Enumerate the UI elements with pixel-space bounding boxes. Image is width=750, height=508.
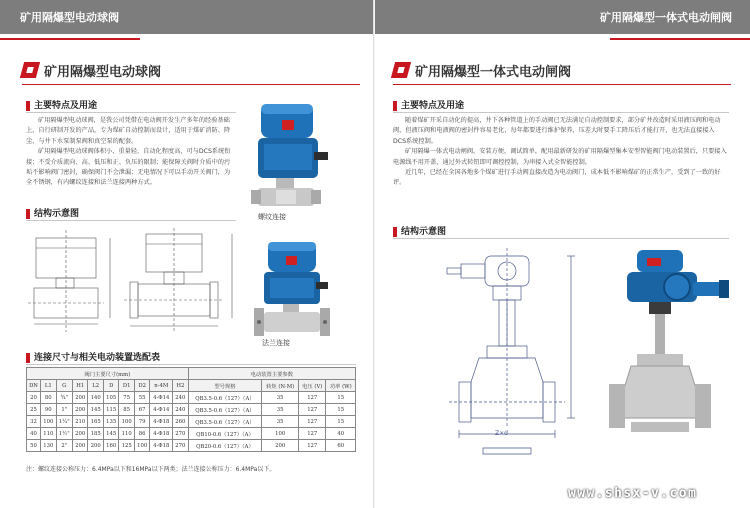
left-section-features-label: 主要特点及用途	[34, 101, 98, 111]
right-section-diagram-label: 结构示意图	[401, 227, 447, 237]
table-cell: 200	[262, 440, 299, 452]
table-cell: 90	[41, 404, 56, 416]
table-cell: 2"	[56, 440, 72, 452]
selection-table	[26, 367, 356, 452]
right-header-accent	[610, 38, 750, 40]
table-cell: 75	[119, 392, 134, 404]
column-header: 型号规格	[188, 380, 262, 392]
table-cell: QB3.5-0.6（127）（A）	[188, 416, 262, 428]
table-cell: 127	[299, 440, 326, 452]
right-section-diagram	[393, 224, 446, 236]
table-cell: 125	[119, 440, 134, 452]
table-group-valve: 阀门主要尺寸(mm)	[27, 368, 189, 380]
table-cell: 60	[326, 440, 356, 452]
section-marker-icon	[393, 227, 397, 237]
table-cell: 110	[41, 428, 56, 440]
section-marker-icon	[26, 209, 30, 219]
table-cell: 55	[134, 392, 149, 404]
table-cell: 200	[88, 440, 103, 452]
table-cell: 100	[134, 440, 149, 452]
table-cell: 1¼"	[56, 416, 72, 428]
table-cell: 4-Φ18	[150, 440, 173, 452]
table-cell: 15	[326, 392, 356, 404]
table-cell: 115	[103, 404, 118, 416]
right-page	[375, 0, 750, 508]
table-cell: 100	[262, 428, 299, 440]
table-cell: 4-Φ18	[150, 428, 173, 440]
table-cell: 85	[119, 404, 134, 416]
right-title-rule	[393, 84, 731, 85]
table-cell: 67	[134, 404, 149, 416]
table-cell: 86	[134, 428, 149, 440]
photo-flanged-ball-valve	[250, 238, 342, 338]
table-group-actuator: 电动装置主要参数	[188, 368, 355, 380]
table-cell: 185	[88, 428, 103, 440]
table-cell: 35	[262, 392, 299, 404]
left-section-features-rule	[26, 112, 236, 113]
right-header-title: 矿用隔爆型一体式电动闸阀	[600, 11, 732, 24]
left-features-paragraph-1: 矿用隔爆型电动球阀，是我公司凭借在电动阀开发生产多年的经验基础上，自行研制开发的产品，专为煤矿自动控制而设计，适用于煤矿消防、降尘、与井下水泵制泵阀和真空泵的配套。	[26, 117, 231, 145]
left-section-diagram	[26, 206, 79, 218]
table-cell: 40	[326, 428, 356, 440]
table-cell: QB20-0.6（127）（A）	[188, 440, 262, 452]
gate-valve-dimension-label: Z×d	[495, 430, 508, 437]
caption-flange: 法兰连接	[262, 339, 290, 347]
table-cell: 50	[27, 440, 41, 452]
left-section-diagram-label: 结构示意图	[34, 209, 80, 219]
column-header: DN	[27, 380, 41, 392]
table-cell: 4-Φ14	[150, 392, 173, 404]
column-header: D	[103, 380, 118, 392]
table-cell: 200	[72, 404, 87, 416]
right-features-paragraph-2: 矿用隔爆一体式电动闸阀，安装方便，调试简单，配用最新研发的矿用隔爆型集本安型智能阀门电动装置后，只要接入电源线不用开盖，通过外式转钮即可调控控制，为串接入式全智能控制。	[393, 148, 727, 166]
column-header: 转矩 (N·M)	[262, 380, 299, 392]
title-marker-icon	[20, 62, 40, 78]
right-section-features-rule	[393, 112, 729, 113]
left-section-diagram-rule	[26, 220, 236, 221]
photo-gate-valve	[607, 246, 735, 442]
table-cell: 79	[134, 416, 149, 428]
table-cell: 270	[173, 440, 188, 452]
table-cell: 110	[119, 428, 134, 440]
left-features-body	[26, 116, 234, 189]
table-cell: 105	[103, 392, 118, 404]
table-cell: 15	[326, 404, 356, 416]
table-cell: 200	[72, 440, 87, 452]
column-header: H1	[72, 380, 87, 392]
table-cell: 20	[27, 392, 41, 404]
table-cell: 40	[27, 428, 41, 440]
left-title-text: 矿用隔爆型电动球阀	[44, 65, 162, 80]
table-row	[27, 440, 356, 452]
table-cell: 4-Φ18	[150, 416, 173, 428]
left-header-bar	[0, 0, 375, 34]
column-header: D1	[119, 380, 134, 392]
table-cell: 200	[72, 392, 87, 404]
photo-threaded-ball-valve	[246, 100, 342, 212]
table-cell: 127	[299, 404, 326, 416]
right-section-diagram-rule	[393, 238, 729, 239]
table-cell: QB3.5-0.6（127）（A）	[188, 404, 262, 416]
column-header: 电压 (V)	[299, 380, 326, 392]
right-features-paragraph-3: 近几年，已经在全国各地多个煤矿进行手动阀直接改造为电动阀门，成本低不影响煤矿的正常生产，受到了一致的好评。	[393, 169, 721, 187]
column-header: n-4M	[150, 380, 173, 392]
right-header-bar	[375, 0, 750, 34]
left-section-table-rule	[26, 364, 356, 365]
table-cell: 32	[27, 416, 41, 428]
column-header: L1	[41, 380, 56, 392]
table-cell: 135	[103, 416, 118, 428]
table-cell: 25	[27, 404, 41, 416]
right-section-features	[393, 98, 464, 110]
table-cell: 35	[262, 404, 299, 416]
gate-valve-structure-drawing	[439, 242, 609, 462]
table-cell: 145	[103, 428, 118, 440]
right-features-paragraph-1: 随着煤矿开采自动化的提高，井下各种管道上的手动阀已无法满足自动控制要求，部分矿井改造时采用液压阀和电动阀，但液压阀和电液阀的密封件容易老化，每年都要进行维护保养，压差大时要手工降压后才能打开，也无法直接接入DCS系统控制。	[393, 117, 721, 145]
ball-valve-structure-drawing	[26, 224, 246, 340]
table-group-header	[27, 368, 356, 380]
table-cell: 100	[41, 416, 56, 428]
table-cell: 240	[173, 392, 188, 404]
right-section-features-label: 主要特点及用途	[401, 101, 465, 111]
table-cell: 160	[103, 440, 118, 452]
right-features-body	[393, 116, 727, 189]
column-header: G	[56, 380, 72, 392]
watermark-url: www.shsx-v.com	[568, 486, 698, 501]
left-section-table-label: 连接尺寸与相关电动装置选配表	[34, 353, 161, 363]
table-cell: QB3.5-0.6（127）（A）	[188, 392, 262, 404]
table-cell: 165	[88, 416, 103, 428]
table-cell: 127	[299, 428, 326, 440]
left-header-title: 矿用隔爆型电动球阀	[20, 11, 119, 24]
table-cell: 240	[173, 404, 188, 416]
table-cell: 270	[173, 428, 188, 440]
table-cell: 1½"	[56, 428, 72, 440]
table-cell: 1"	[56, 404, 72, 416]
caption-thread: 螺纹连接	[258, 213, 286, 221]
table-cell: 260	[173, 416, 188, 428]
table-cell: 35	[262, 416, 299, 428]
table-cell: 80	[41, 392, 56, 404]
section-marker-icon	[26, 101, 30, 111]
left-features-paragraph-2: 矿用隔爆型电动球阀体积小、重量轻、自动化程度高，可与DCS系统衔接；不受介质流向、高、低压和正、负压的限制；能保障关阀时介质中的污垢不影响阀门密封，确保阀门不会泄漏；无电情况下可以手动开关阀门，为全不锈钢，有内螺纹连接和法兰连接两种方式。	[26, 148, 231, 187]
section-marker-icon	[26, 353, 30, 363]
left-title-rule	[22, 84, 360, 85]
table-cell: QB10-0.6（127）（A）	[188, 428, 262, 440]
left-section-table	[26, 350, 160, 362]
left-section-features	[26, 98, 97, 110]
table-cell: 210	[72, 416, 87, 428]
column-header: D2	[134, 380, 149, 392]
column-header: L2	[88, 380, 103, 392]
table-cell: 127	[299, 392, 326, 404]
section-marker-icon	[393, 101, 397, 111]
table-row	[27, 404, 356, 416]
table-cell: 4-Φ14	[150, 404, 173, 416]
table-cell: ¾"	[56, 392, 72, 404]
table-cell: 100	[119, 416, 134, 428]
table-column-header	[27, 380, 356, 392]
table-row	[27, 428, 356, 440]
column-header: H2	[173, 380, 188, 392]
column-header: 功率 (W)	[326, 380, 356, 392]
table-note: 注：螺纹连接公称压力：6.4MPa以下和16MPa以下两类；法兰连接公称压力：6.4MPa以下。	[26, 466, 276, 473]
table-cell: 15	[326, 416, 356, 428]
title-marker-icon	[391, 62, 411, 78]
table-cell: 130	[41, 440, 56, 452]
table-row	[27, 392, 356, 404]
table-cell: 200	[72, 428, 87, 440]
table-cell: 140	[88, 392, 103, 404]
table-cell: 127	[299, 416, 326, 428]
table-row	[27, 416, 356, 428]
left-header-accent	[0, 38, 140, 40]
right-title-text: 矿用隔爆型一体式电动闸阀	[415, 65, 572, 80]
table-cell: 145	[88, 404, 103, 416]
